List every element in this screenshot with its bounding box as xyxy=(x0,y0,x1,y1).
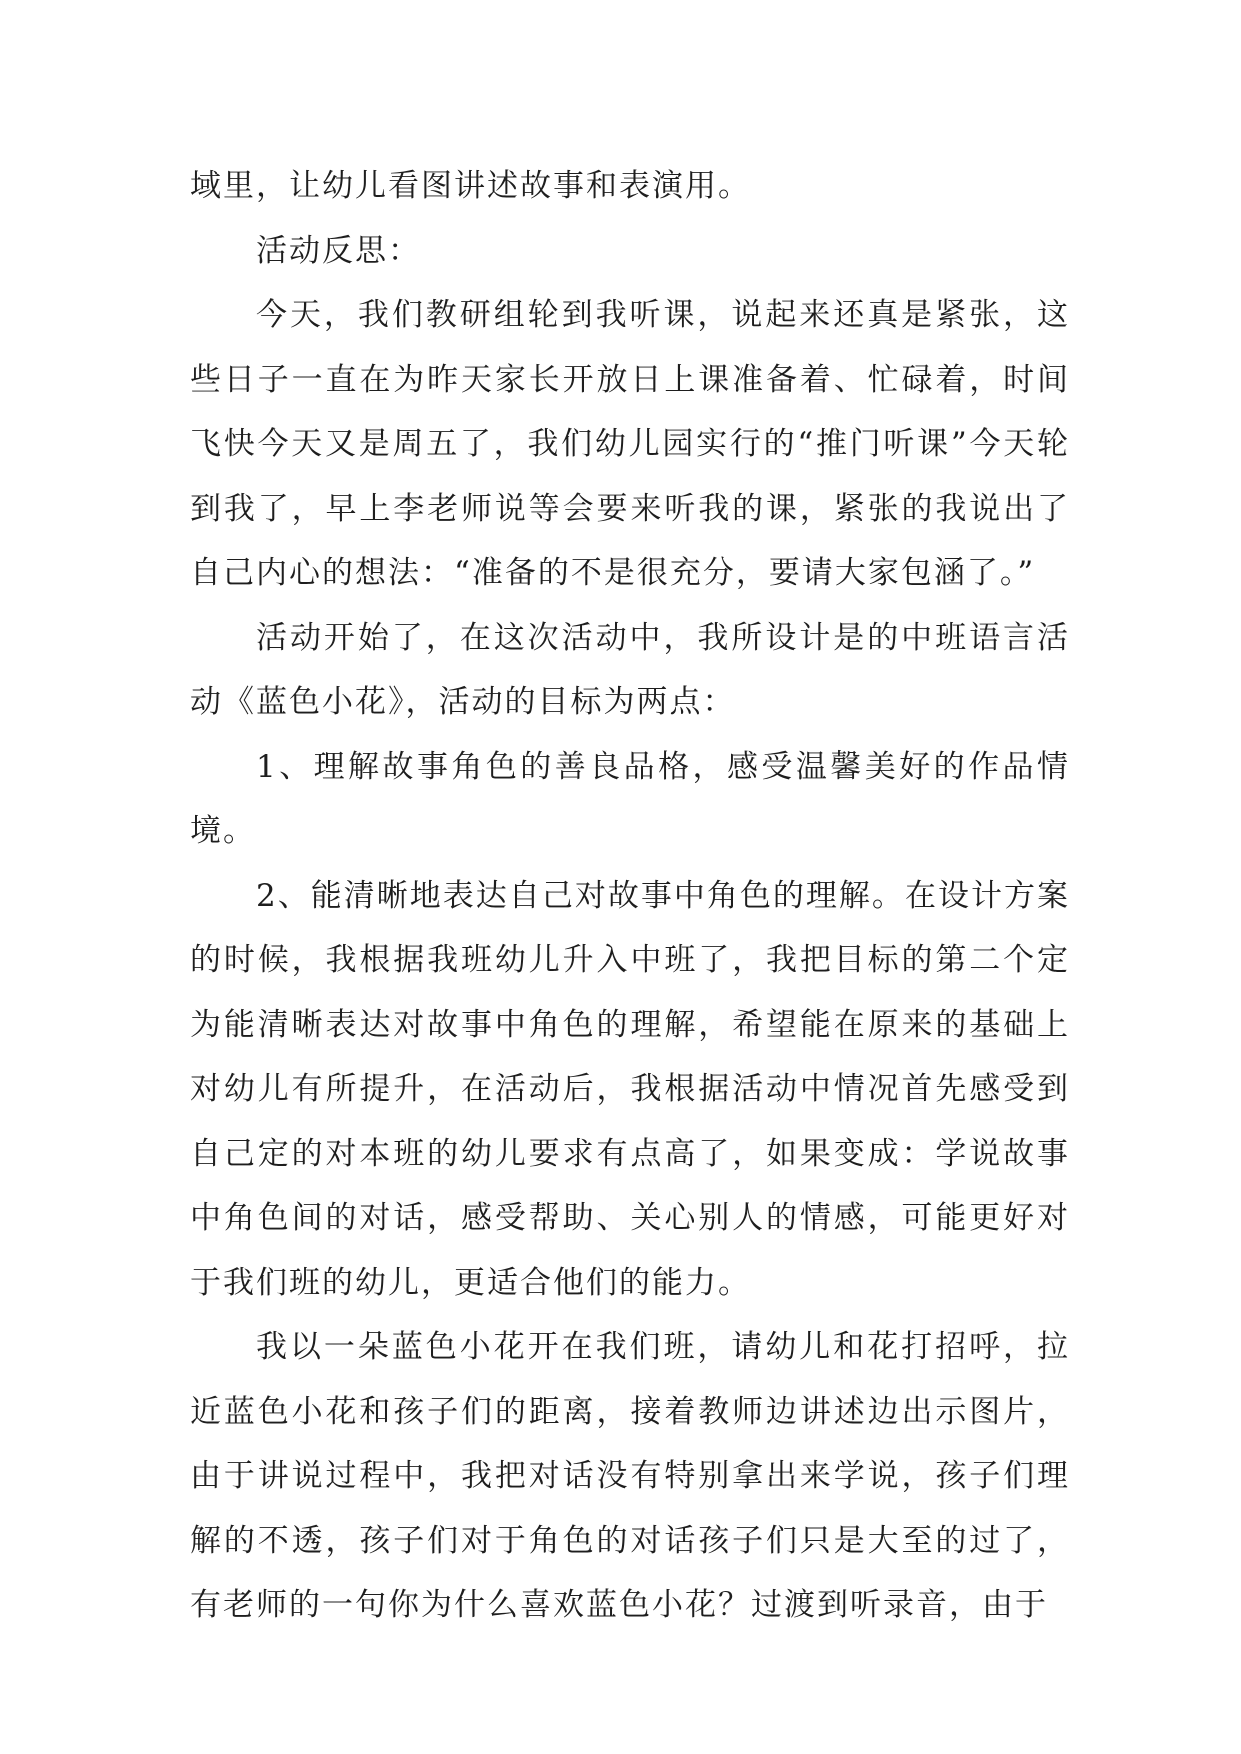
paragraph-goal-1: 1、理解故事角色的善良品格，感受温馨美好的作品情境。 xyxy=(190,748,1070,849)
paragraph-blue-flower: 我以一朵蓝色小花开在我们班，请幼儿和花打招呼，拉近蓝色小花和孩子们的距离，接着教师边讲述边出示图片，由于讲说过程中，我把对话没有特别拿出来学说，孩子们理解的不透，孩子们对于角色的对话孩子们只是大至的过了，有老师的一句你为什么喜欢蓝色小花？过渡到听录音，由于 xyxy=(190,1329,1070,1623)
paragraph-reflection-heading: 活动反思： xyxy=(256,232,421,269)
paragraph-today: 今天，我们教研组轮到我听课，说起来还真是紧张，这些日子一直在为昨天家长开放日上课准备着、忙碌着，时间飞快今天又是周五了，我们幼儿园实行的“推门听课”今天轮到我了，早上李老师说等会要来听我的课，紧张的我说出了自己内心的想法：“准备的不是很充分，要请大家包涵了。” xyxy=(190,297,1070,591)
paragraph-activity-start: 活动开始了，在这次活动中，我所设计是的中班语言活动《蓝色小花》，活动的目标为两点： xyxy=(190,619,1070,720)
paragraph-continuation: 域里，让幼儿看图讲述故事和表演用。 xyxy=(190,168,751,204)
document-page xyxy=(190,154,1070,1638)
paragraph-goal-2: 2、能清晰地表达自己对故事中角色的理解。在设计方案的时候，我根据我班幼儿升入中班了，我把目标的第二个定为能清晰表达对故事中角色的理解，希望能在原来的基础上对幼儿有所提升，在活动后，我根据活动中情况首先感受到自己定的对本班的幼儿要求有点高了，如果变成：学说故事中角色间的对话，感受帮助、关心别人的情感，可能更好对于我们班的幼儿，更适合他们的能力。 xyxy=(190,877,1070,1301)
